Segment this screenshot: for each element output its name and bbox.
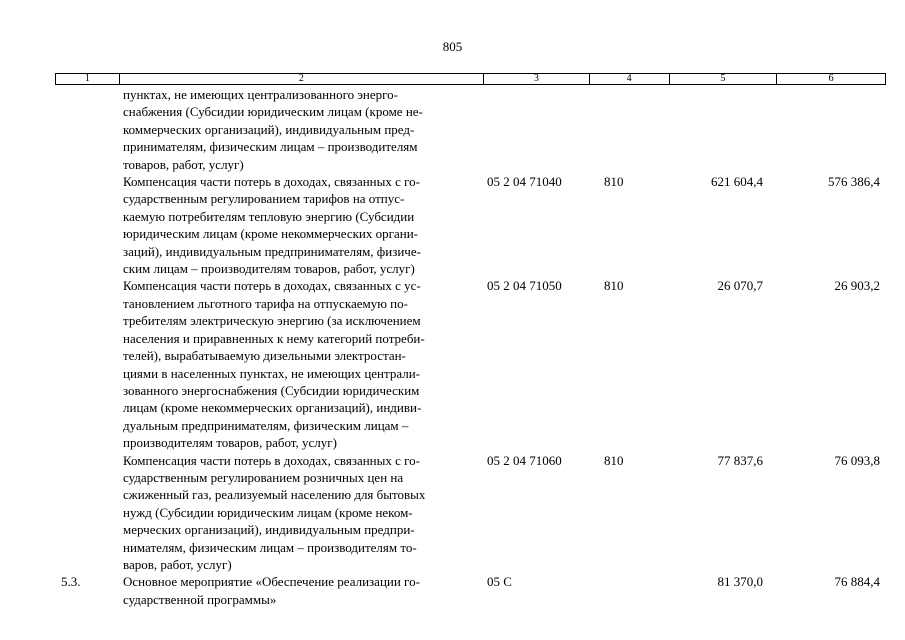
header-col-2: 2 [120,74,484,84]
table-row [55,573,886,608]
header-col-4: 4 [590,74,670,84]
row-sum-1: 621 604,4 [711,174,763,190]
row-description: Компенсация части потерь в доходах, связанных с ус- тановлением льготного тарифа на отпускаемую по- требителям электрическую энергию (за исключением населения и приравненных к нему категорий потреби- телей), вырабатываемую дизельными электростан- циями в населенных пунктах, не имеющих централи- зованного энергоснабжения (Субсидии юридическим лицам (кроме некоммерческих организаций), индиви- дуальным предпринимателям, физическим лицам – производителям товаров, работ, услуг) [123,278,425,451]
row-sum-1: 81 370,0 [717,574,763,590]
row-expense-type: 810 [604,278,624,294]
row-expense-type [590,573,670,608]
row-description: Компенсация части потерь в доходах, связанных с го- сударственным регулированием розничных цен на сжиженный газ, реализуемый населению для бытовых нужд (Субсидии юридическим лицам (кроме неком- мерческих организаций), индивидуальным предпри- нимателям, физическим лицам – производителям то- варов, работ, услуг) [123,452,426,572]
row-description: Компенсация части потерь в доходах, связанных с го- сударственным регулированием тарифов на отпус- каемую потребителям тепловую энергию (Субсидии юридическим лицам (кроме некоммерческих органи- заций), индивидуальным предпринимателям, физиче- ским лицам – производителям товаров, работ, услуг) [123,174,421,277]
row-expense-type [590,86,670,173]
row-sum-2: 576 386,4 [828,174,880,190]
row-code: 05 С [487,574,512,590]
table-row [55,452,886,574]
row-expense-type: 810 [604,452,624,468]
header-col-6: 6 [828,73,834,84]
table-header [55,73,886,85]
row-code: 05 2 04 71050 [487,278,562,294]
row-sum-2: 26 903,2 [834,278,880,294]
row-sum-1: 26 070,7 [717,278,763,294]
row-code [484,86,590,173]
row-sum-2: 76 093,8 [834,452,880,468]
header-col-3: 3 [484,74,590,84]
row-sum-2: 76 884,4 [834,574,880,590]
row-sum-2 [778,86,886,173]
table-row [55,86,886,173]
row-expense-type: 810 [604,174,624,190]
table-row [55,277,886,451]
row-number: 5.3. [61,574,81,590]
page-number: 805 [442,39,463,54]
row-code: 05 2 04 71040 [487,174,562,190]
row-description: Основное мероприятие «Обеспечение реализации го- сударственной программы» [123,574,420,607]
table-row [55,173,886,277]
row-description: пунктах, не имеющих централизованного энерго- снабжения (Субсидии юридическим лицам (кроме не- коммерческих организаций), индивидуальным пред- принимателям, физическим лицам – производителям товаров, работ, услуг) [123,87,423,172]
header-col-1: 1 [56,74,120,84]
row-code: 05 2 04 71060 [487,452,562,468]
header-col-5: 5 [670,74,778,84]
table-body [55,86,886,608]
row-sum-1: 77 837,6 [717,452,763,468]
row-sum-1 [670,86,778,173]
